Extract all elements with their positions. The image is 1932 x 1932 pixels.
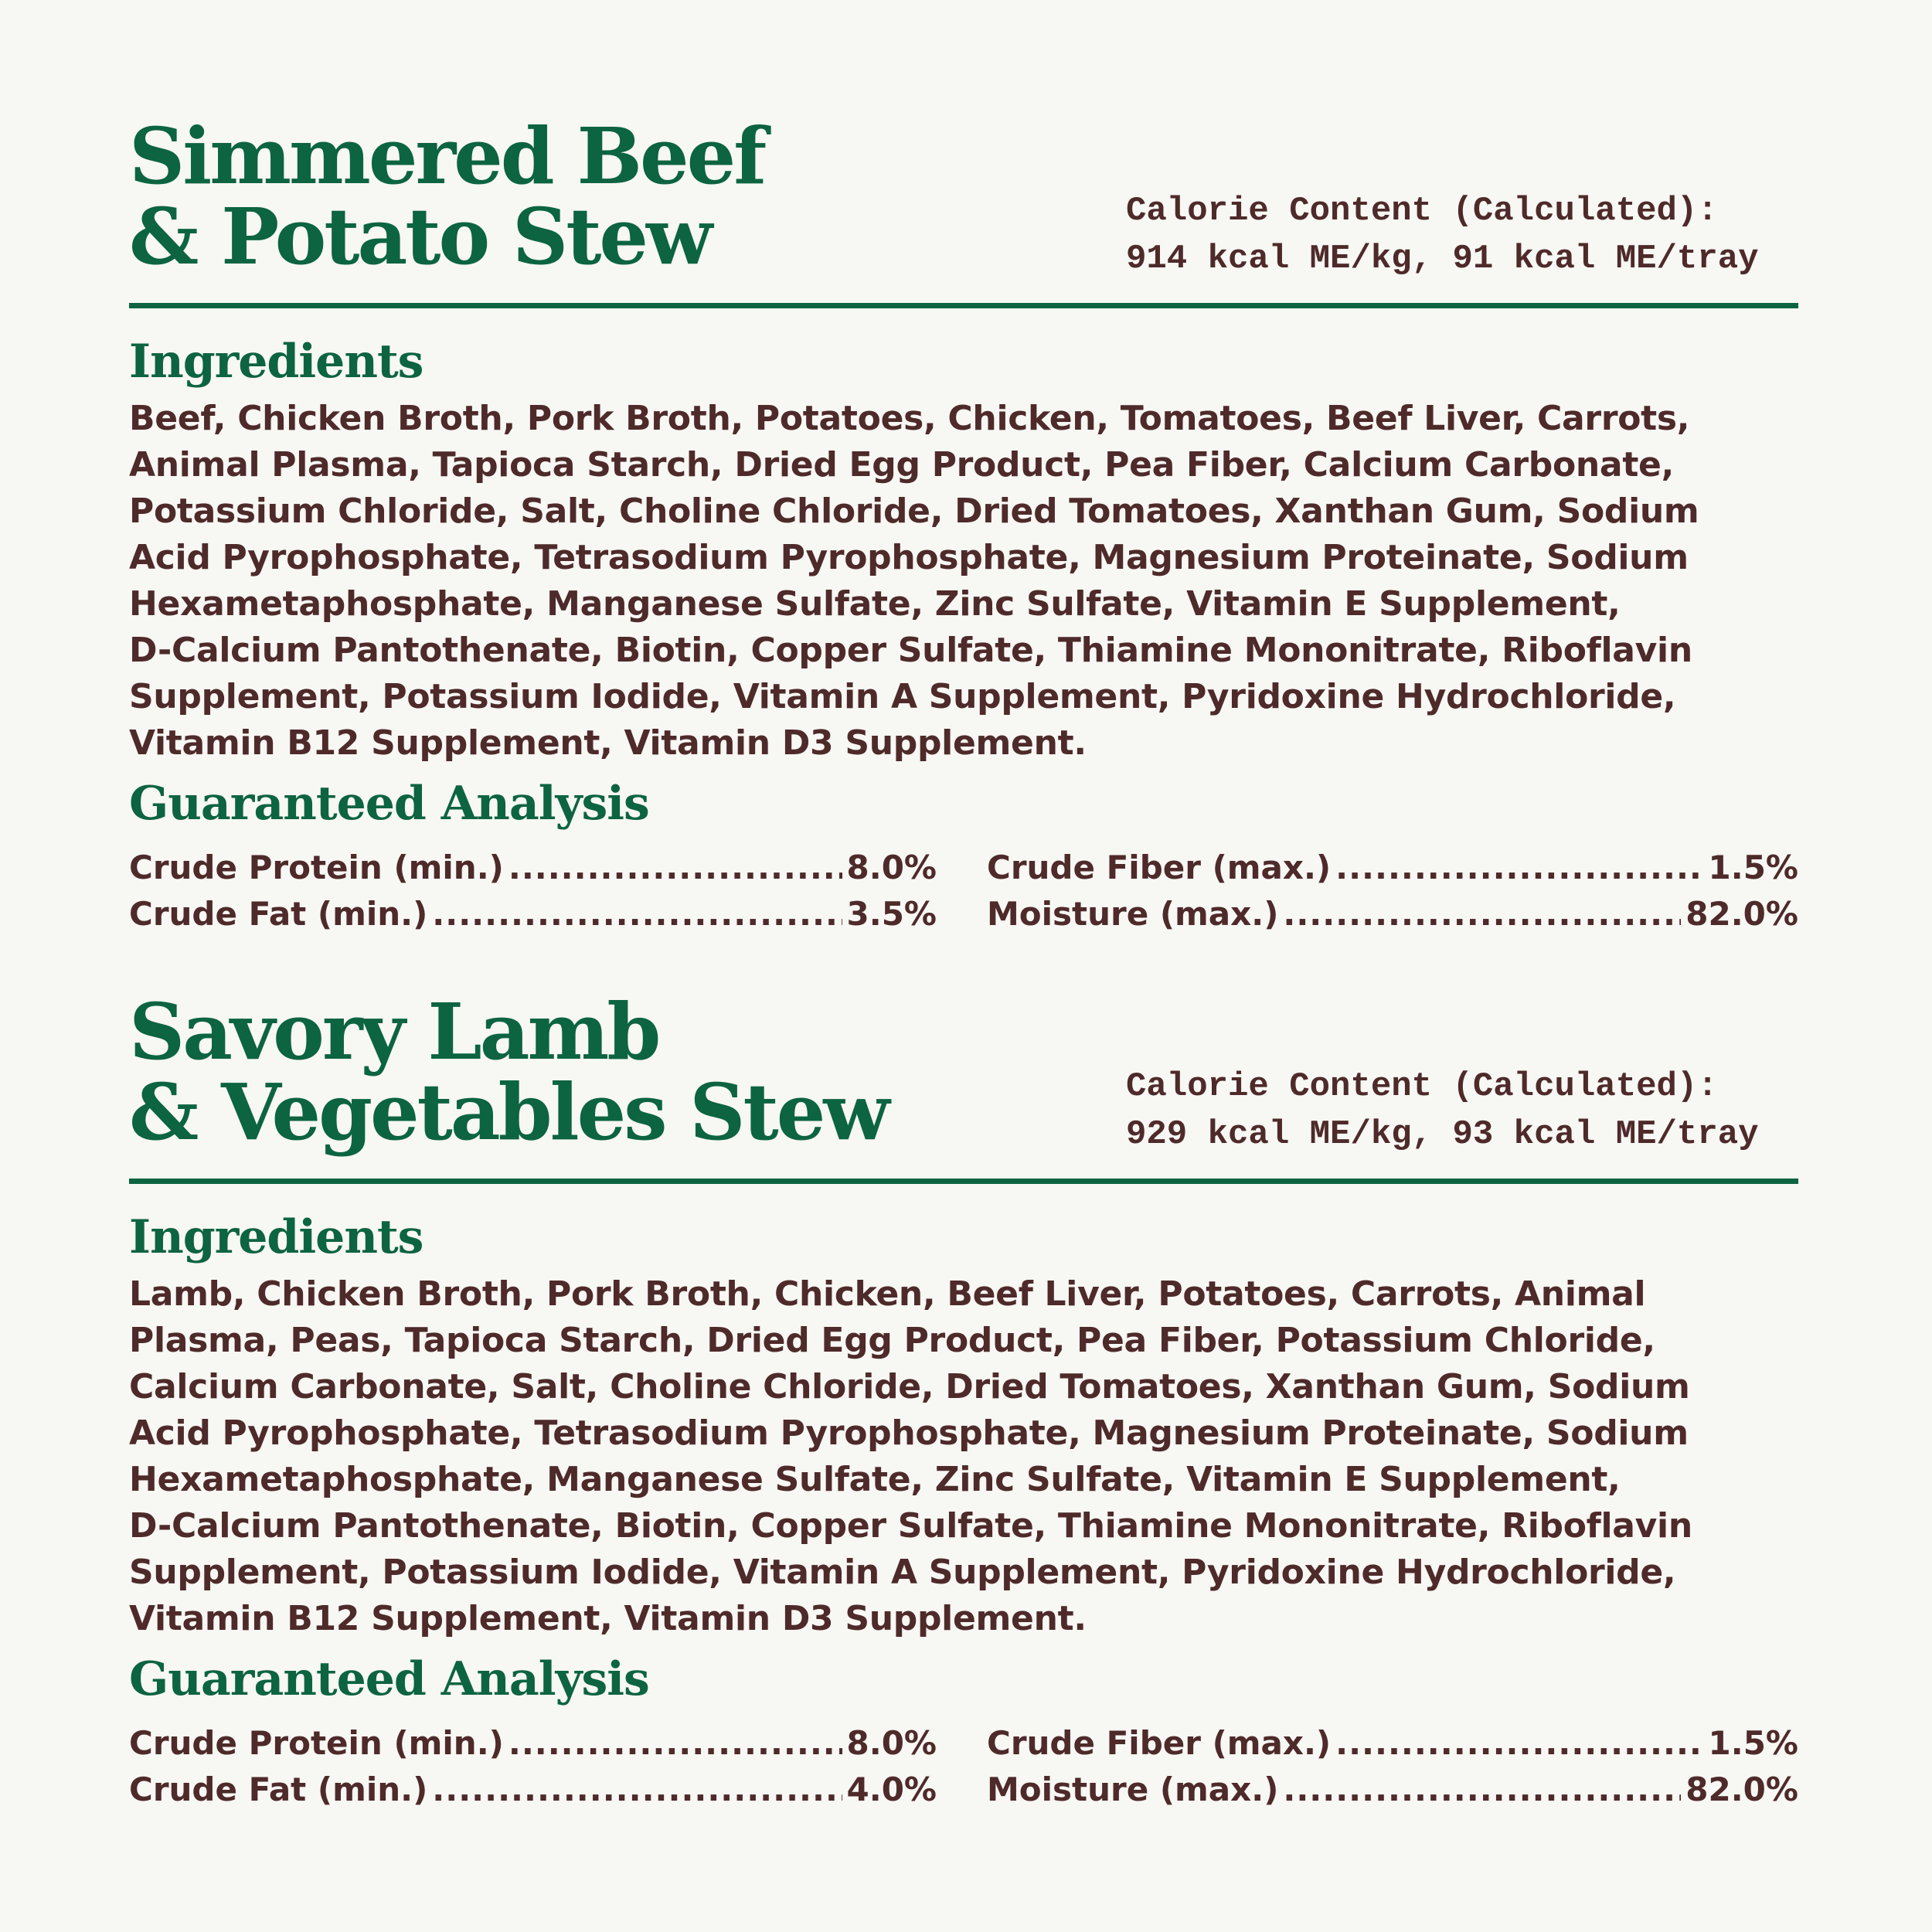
dot-leader — [509, 1720, 842, 1767]
ingredients-line: Hexametaphosphate, Manganese Sulfate, Zinc Sulfate, Vitamin E Supplement, — [129, 1460, 1621, 1499]
ingredients-heading: Ingredients — [129, 1210, 423, 1264]
ingredients-line: D-Calcium Pantothenate, Biotin, Copper Sulfate, Thiamine Mononitrate, Riboflavin — [129, 631, 1692, 670]
calorie-content — [1126, 187, 1798, 283]
guaranteed-analysis-heading: Guaranteed Analysis — [129, 777, 649, 831]
analysis-label: Crude Fat (min.) — [129, 1770, 428, 1808]
product-title-line: & Potato Stew — [129, 191, 711, 282]
ingredients-heading: Ingredients — [129, 335, 423, 389]
ingredients-line: Calcium Carbonate, Salt, Choline Chloride, Dried Tomatoes, Xanthan Gum, Sodium — [129, 1367, 1690, 1406]
ingredients-line: Plasma, Peas, Tapioca Starch, Dried Egg Product, Pea Fiber, Potassium Chloride, — [129, 1321, 1655, 1360]
analysis-label: Crude Protein (min.) — [129, 1724, 504, 1762]
dot-leader — [509, 845, 842, 891]
analysis-row-crude-fiber — [987, 845, 1798, 891]
ingredients-list — [129, 396, 1798, 767]
analysis-label: Crude Fiber (max.) — [987, 1724, 1332, 1762]
product-title-line: & Vegetables Stew — [129, 1066, 888, 1158]
ingredients-line: D-Calcium Pantothenate, Biotin, Copper Sulfate, Thiamine Mononitrate, Riboflavin — [129, 1506, 1692, 1546]
analysis-row-moisture — [987, 1767, 1798, 1813]
dot-leader — [1283, 1767, 1681, 1813]
ingredients-line: Acid Pyrophosphate, Tetrasodium Pyrophosphate, Magnesium Proteinate, Sodium — [129, 1413, 1689, 1453]
analysis-label: Crude Fiber (max.) — [987, 849, 1332, 886]
analysis-value: 8.0% — [846, 1724, 937, 1762]
analysis-value: 8.0% — [846, 849, 937, 886]
analysis-row-moisture — [987, 891, 1798, 937]
product-header — [129, 111, 1798, 301]
analysis-row-crude-fat — [129, 891, 937, 937]
dot-leader — [1335, 1720, 1703, 1767]
dot-leader — [432, 1767, 842, 1813]
ingredients-line: Potassium Chloride, Salt, Choline Chloride, Dried Tomatoes, Xanthan Gum, Sodium — [129, 492, 1699, 531]
analysis-row-crude-fat — [129, 1767, 937, 1813]
ingredients-line: Supplement, Potassium Iodide, Vitamin A Supplement, Pyridoxine Hydrochloride, — [129, 677, 1676, 716]
product-lamb-vegetables-stew — [129, 986, 1798, 1808]
product-title — [129, 111, 765, 282]
analysis-value: 1.5% — [1708, 849, 1798, 886]
ingredients-line: Vitamin B12 Supplement, Vitamin D3 Supplement. — [129, 1599, 1087, 1638]
analysis-value: 1.5% — [1708, 1724, 1798, 1762]
ingredients-line: Acid Pyrophosphate, Tetrasodium Pyrophosphate, Magnesium Proteinate, Sodium — [129, 538, 1689, 577]
calorie-label: Calorie Content (Calculated): — [1126, 1067, 1718, 1106]
ingredients-list — [129, 1271, 1798, 1642]
header-divider — [129, 1179, 1798, 1184]
analysis-value: 3.5% — [846, 895, 937, 933]
calorie-value: 929 kcal ME/kg, 93 kcal ME/tray — [1126, 1115, 1759, 1154]
product-header — [129, 986, 1798, 1177]
analysis-label: Crude Fat (min.) — [129, 895, 428, 933]
analysis-row-crude-protein — [129, 845, 937, 891]
dot-leader — [1283, 891, 1681, 937]
guaranteed-analysis-heading: Guaranteed Analysis — [129, 1652, 649, 1706]
ingredients-line: Hexametaphosphate, Manganese Sulfate, Zinc Sulfate, Vitamin E Supplement, — [129, 584, 1621, 624]
dot-leader — [432, 891, 842, 937]
product-title-line: Simmered Beef — [129, 111, 765, 202]
calorie-value: 914 kcal ME/kg, 91 kcal ME/tray — [1126, 240, 1759, 278]
analysis-label: Crude Protein (min.) — [129, 849, 504, 886]
analysis-value: 82.0% — [1685, 1770, 1798, 1808]
analysis-label: Moisture (max.) — [987, 1770, 1279, 1808]
analysis-value: 4.0% — [846, 1770, 937, 1808]
product-beef-potato-stew — [129, 111, 1798, 933]
ingredients-line: Animal Plasma, Tapioca Starch, Dried Egg Product, Pea Fiber, Calcium Carbonate, — [129, 445, 1675, 485]
analysis-label: Moisture (max.) — [987, 895, 1279, 933]
product-title — [129, 986, 888, 1158]
dot-leader — [1335, 845, 1703, 891]
analysis-row-crude-fiber — [987, 1720, 1798, 1767]
calorie-label: Calorie Content (Calculated): — [1126, 192, 1718, 230]
ingredients-line: Vitamin B12 Supplement, Vitamin D3 Supplement. — [129, 723, 1087, 763]
product-title-line: Savory Lamb — [129, 986, 659, 1077]
ingredients-line: Supplement, Potassium Iodide, Vitamin A Supplement, Pyridoxine Hydrochloride, — [129, 1553, 1676, 1592]
analysis-value: 82.0% — [1685, 895, 1798, 933]
calorie-content — [1126, 1063, 1798, 1158]
analysis-row-crude-protein — [129, 1720, 937, 1767]
ingredients-line: Beef, Chicken Broth, Pork Broth, Potatoes, Chicken, Tomatoes, Beef Liver, Carrots, — [129, 399, 1690, 438]
header-divider — [129, 303, 1798, 308]
ingredients-line: Lamb, Chicken Broth, Pork Broth, Chicken, Beef Liver, Potatoes, Carrots, Animal — [129, 1274, 1646, 1314]
